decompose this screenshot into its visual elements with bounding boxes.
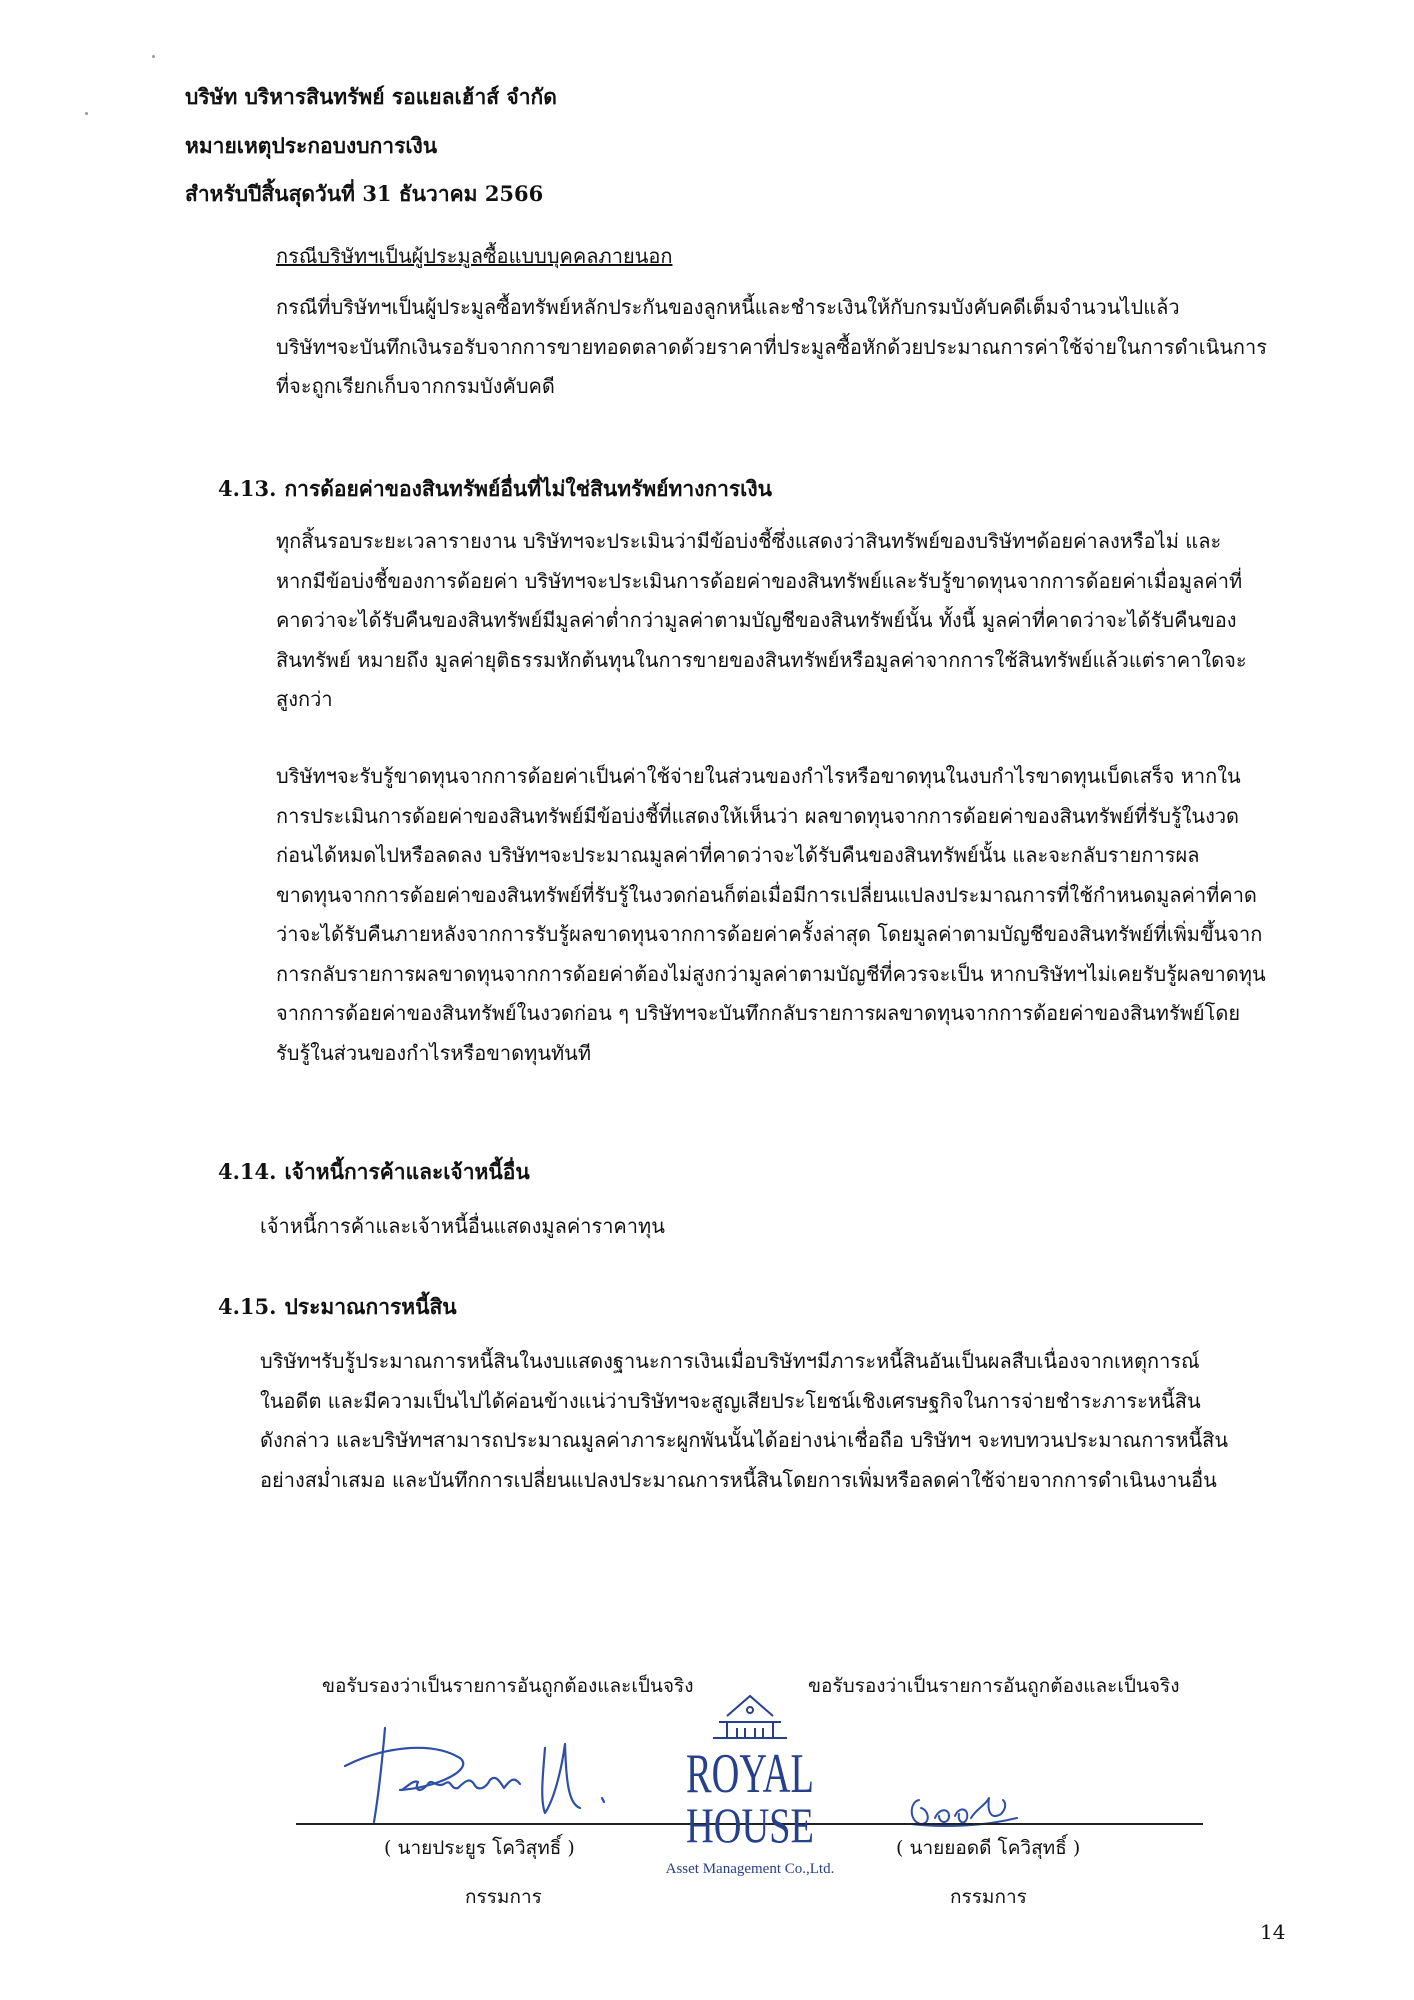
text-line: สูงกว่า bbox=[276, 687, 333, 711]
signatory-role-left: กรรมการ bbox=[465, 1886, 542, 1908]
signatory-name-left: ( นายประยูร โควิสุทธิ์ ) bbox=[384, 1837, 575, 1859]
certification-left: ขอรับรองว่าเป็นรายการอันถูกต้องและเป็นจริง bbox=[322, 1675, 694, 1697]
scan-speck bbox=[152, 55, 155, 58]
company-seal bbox=[645, 1688, 855, 1888]
text-line: บริษัทฯจะรับรู้ขาดทุนจากการด้อยค่าเป็นค่าใช้จ่ายในส่วนของกำไรหรือขาดทุนในงบกำไรขาดทุนเบ็ดเสร็จ หากใน bbox=[276, 764, 1241, 788]
text-line: ก่อนได้หมดไปหรือลดลง บริษัทฯจะประมาณมูลค่าที่คาดว่าจะได้รับคืนของสินทรัพย์นั้น และจะกลับรายการผล bbox=[276, 843, 1200, 867]
page-number: 14 bbox=[1260, 1920, 1286, 1944]
text-line: หากมีข้อบ่งชี้ของการด้อยค่า บริษัทฯจะประเมินการด้อยค่าของสินทรัพย์และรับรู้ขาดทุนจากการด้อยค่าเมื่อมูลค่าที่ bbox=[276, 568, 1243, 593]
section-heading-4-14 bbox=[218, 1156, 530, 1189]
text-line: ดังกล่าว และบริษัทฯสามารถประมาณมูลค่าภาระผูกพันนั้นได้อย่างน่าเชื่อถือ บริษัทฯ จะทบทวนประมาณการหนี้สิน bbox=[260, 1428, 1229, 1452]
seal-line-1: ROYAL bbox=[686, 1743, 814, 1805]
section-heading-4-15 bbox=[218, 1291, 457, 1324]
text-line: กรณีที่บริษัทฯเป็นผู้ประมูลซื้อทรัพย์หลักประกันของลูกหนี้และชำระเงินให้กับกรมบังคับคดีเต็มจำนวนไปแล้ว bbox=[276, 295, 1180, 319]
text-line: การประเมินการด้อยค่าของสินทรัพย์มีข้อบ่งชี้ที่แสดงให้เห็นว่า ผลขาดทุนจากการด้อยค่าของสินทรัพย์ที่รับรู้ในงวด bbox=[276, 803, 1240, 828]
signatory-role-right: กรรมการ bbox=[950, 1886, 1027, 1908]
text-line: คาดว่าจะได้รับคืนของสินทรัพย์มีมูลค่าต่ำกว่ามูลค่าตามบัญชีของสินทรัพย์นั้น ทั้งนี้ มูลค่าที่คาดว่าจะได้รับคืนของ bbox=[276, 608, 1237, 632]
text-line: ทุกสิ้นรอบระยะเวลารายงาน บริษัทฯจะประเมินว่ามีข้อบ่งชี้ซึ่งแสดงว่าสินทรัพย์ของบริษัทฯด้อยค่าลงหรือไม่ และ bbox=[276, 529, 1222, 553]
section-number: 4.13. bbox=[218, 476, 277, 501]
text-line: รับรู้ในส่วนของกำไรหรือขาดทุนทันที bbox=[276, 1040, 592, 1065]
text-line: บริษัทฯรับรู้ประมาณการหนี้สินในงบแสดงฐานะการเงินเมื่อบริษัทฯมีภาระหนี้สินอันเป็นผลสืบเนื่องจากเหตุการณ์ bbox=[260, 1349, 1200, 1373]
section-title: ประมาณการหนี้สิน bbox=[284, 1294, 457, 1319]
intro-paragraph bbox=[276, 288, 1298, 407]
section-title: การด้อยค่าของสินทรัพย์อื่นที่ไม่ใช่สินทรัพย์ทางการเงิน bbox=[284, 476, 772, 501]
text-line: บริษัทฯจะบันทึกเงินรอรับจากการขายทอดตลาดด้วยราคาที่ประมูลซื้อหักด้วยประมาณการค่าใช้จ่ายในการดำเนินการ bbox=[276, 334, 1268, 359]
text-line: ว่าจะได้รับคืนภายหลังจากการรับรู้ผลขาดทุนจากการด้อยค่าครั้งล่าสุด โดยมูลค่าตามบัญชีของสินทรัพย์ที่เพิ่มขึ้นจาก bbox=[276, 922, 1263, 946]
house-icon bbox=[713, 1696, 787, 1738]
section-number: 4.15. bbox=[218, 1294, 277, 1319]
seal-line-2: HOUSE bbox=[686, 1797, 814, 1853]
section-4-13-paragraph-1 bbox=[276, 522, 1298, 720]
company-name: บริษัท บริหารสินทรัพย์ รอแยลเฮ้าส์ จำกัด bbox=[185, 84, 557, 109]
section-heading-4-13 bbox=[218, 473, 772, 506]
signatory-name-right: ( นายยอดดี โควิสุทธิ์ ) bbox=[896, 1837, 1081, 1859]
text-line: ในอดีต และมีความเป็นไปได้ค่อนข้างแน่ว่าบริษัทฯจะสูญเสียประโยชน์เชิงเศรษฐกิจในการจ่ายชำระภาระหนี้สิน bbox=[260, 1388, 1201, 1413]
document-subtitle: หมายเหตุประกอบงบการเงิน bbox=[185, 133, 438, 158]
section-title: เจ้าหนี้การค้าและเจ้าหนี้อื่น bbox=[284, 1159, 530, 1184]
text-line: ที่จะถูกเรียกเก็บจากกรมบังคับคดี bbox=[276, 374, 555, 398]
signature-left bbox=[340, 1718, 630, 1828]
text-line: ขาดทุนจากการด้อยค่าของสินทรัพย์ที่รับรู้ในงวดก่อนก็ต่อเมื่อมีการเปลี่ยนแปลงประมาณการที่ใช้กำหนดมูลค่าที่คาด bbox=[276, 882, 1257, 907]
text-line: จากการด้อยค่าของสินทรัพย์ในงวดก่อน ๆ บริษัทฯจะบันทึกกลับรายการผลขาดทุนจากการด้อยค่าของสินทรัพย์โดย bbox=[276, 1001, 1241, 1025]
scan-speck bbox=[85, 112, 88, 115]
intro-heading: กรณีบริษัทฯเป็นผู้ประมูลซื้อแบบบุคคลภายนอก bbox=[276, 244, 673, 268]
section-4-15-paragraph bbox=[260, 1342, 1298, 1500]
section-4-14-paragraph bbox=[260, 1207, 1282, 1247]
section-number: 4.14. bbox=[218, 1159, 277, 1184]
reporting-period: สำหรับปีสิ้นสุดวันที่ 31 ธันวาคม 2566 bbox=[185, 181, 544, 206]
section-4-13-paragraph-2 bbox=[276, 757, 1298, 1073]
text-line: อย่างสม่ำเสมอ และบันทึกการเปลี่ยนแปลงประมาณการหนี้สินโดยการเพิ่มหรือลดค่าใช้จ่ายจากการดำเนินงานอื่น bbox=[260, 1467, 1217, 1492]
seal-caption: Asset Management Co.,Ltd. bbox=[665, 1861, 835, 1877]
text-line: สินทรัพย์ หมายถึง มูลค่ายุติธรรมหักต้นทุนในการขายของสินทรัพย์หรือมูลค่าจากการใช้สินทรัพย์แล้วแต่ราคาใดจะ bbox=[276, 647, 1247, 672]
certification-right: ขอรับรองว่าเป็นรายการอันถูกต้องและเป็นจริง bbox=[808, 1675, 1180, 1697]
text-line: เจ้าหนี้การค้าและเจ้าหนี้อื่นแสดงมูลค่าราคาทุน bbox=[260, 1214, 665, 1238]
text-line: การกลับรายการผลขาดทุนจากการด้อยค่าต้องไม่สูงกว่ามูลค่าตามบัญชีที่ควรจะเป็น หากบริษัทฯไม่เคยรับรู้ผลขาดทุน bbox=[276, 961, 1266, 986]
